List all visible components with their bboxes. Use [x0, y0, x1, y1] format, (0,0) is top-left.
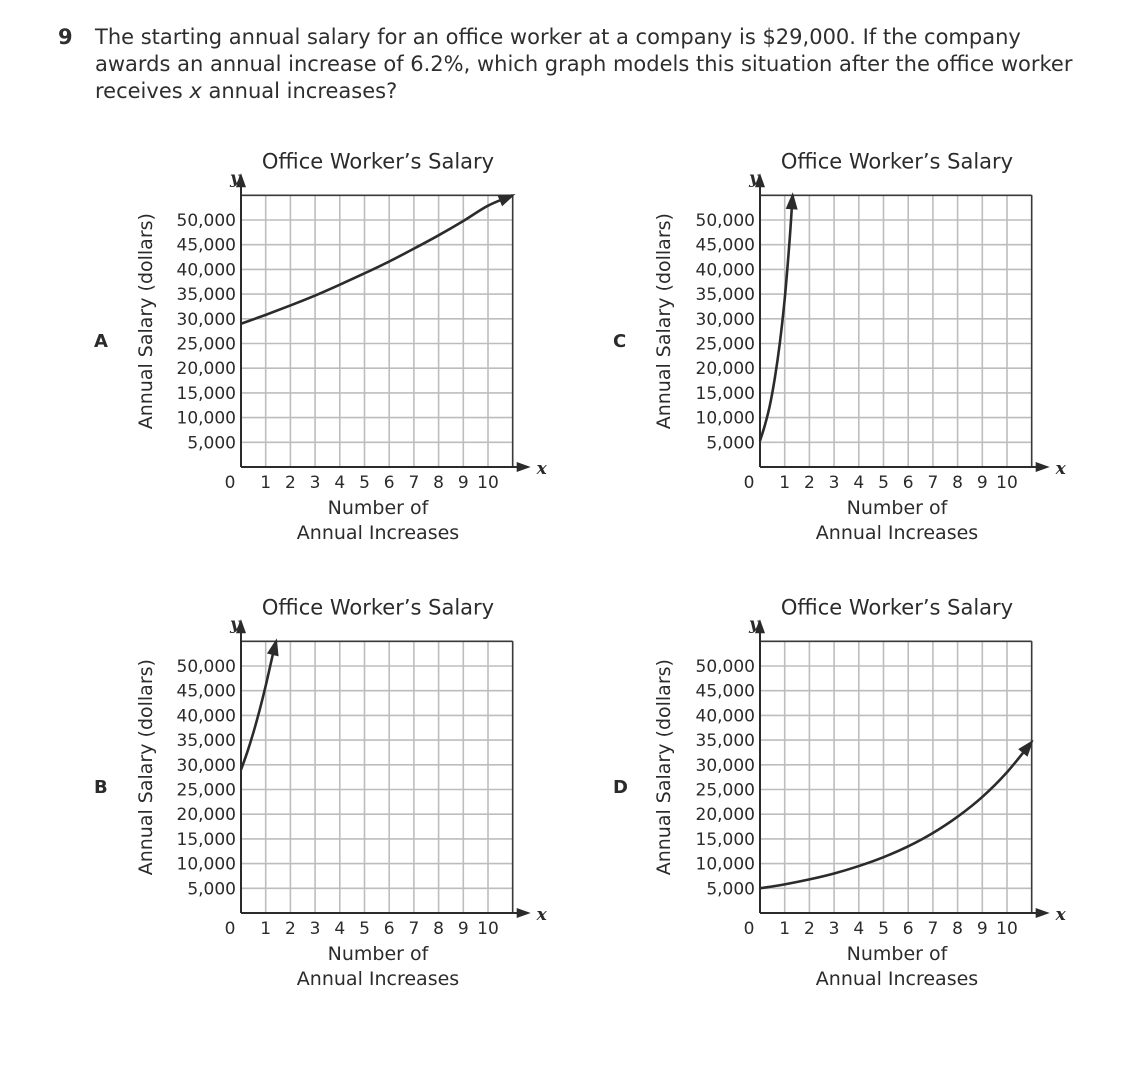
y-tick-label: 45,000	[695, 235, 755, 256]
chart-title: Office Worker’s Salary	[261, 149, 495, 174]
y-tick-label: 30,000	[695, 309, 755, 330]
x-tick-label: 8	[952, 919, 964, 939]
y-axis-variable: y	[749, 168, 759, 189]
y-tick-label: 20,000	[176, 805, 236, 826]
y-tick-label: 15,000	[695, 383, 755, 404]
x-axis-arrow	[1036, 462, 1050, 472]
x-tick-label: 9	[976, 473, 988, 493]
y-tick-label: 50,000	[695, 657, 755, 677]
y-tick-label: 10,000	[176, 408, 236, 429]
x-tick-label: 5	[878, 473, 889, 493]
option-letter: A	[94, 331, 108, 352]
x-tick-label: 7	[408, 919, 420, 939]
y-axis-variable: y	[230, 168, 240, 189]
x-tick-label: 3	[309, 919, 321, 939]
y-tick-label: 40,000	[176, 260, 236, 281]
x-tick-label: 4	[853, 473, 865, 493]
y-tick-label: 50,000	[176, 211, 236, 231]
origin-label: 0	[743, 919, 755, 939]
x-tick-label: 10	[996, 919, 1018, 939]
y-tick-label: 5,000	[706, 879, 755, 900]
x-tick-label: 3	[828, 919, 840, 939]
x-tick-label: 3	[309, 473, 321, 493]
chart-option-c	[613, 149, 1067, 544]
y-tick-label: 20,000	[695, 359, 755, 380]
y-axis-label: Annual Salary (dollars)	[653, 213, 675, 430]
x-tick-label: 3	[828, 473, 840, 493]
y-tick-label: 5,000	[187, 879, 236, 900]
series-line	[241, 195, 513, 323]
y-tick-label: 40,000	[695, 260, 755, 281]
y-tick-label: 35,000	[176, 731, 236, 752]
x-axis-variable: x	[1055, 905, 1066, 925]
x-axis-label-line2: Annual Increases	[296, 522, 460, 544]
y-tick-label: 25,000	[695, 334, 755, 355]
x-tick-label: 5	[878, 919, 889, 939]
y-tick-label: 40,000	[695, 706, 755, 727]
chart-option-b	[94, 595, 548, 990]
x-axis-label-line1: Number of	[327, 497, 429, 519]
question-text-part2: annual increases?	[201, 79, 398, 103]
x-axis-label-line2: Annual Increases	[815, 968, 979, 990]
x-tick-label: 1	[779, 473, 791, 493]
x-axis-label-line2: Annual Increases	[296, 968, 460, 990]
y-tick-label: 40,000	[176, 706, 236, 727]
x-tick-label: 6	[902, 473, 914, 493]
option-letter: C	[613, 331, 627, 352]
chart-option-d	[613, 595, 1067, 990]
y-tick-label: 35,000	[695, 731, 755, 752]
y-tick-label: 15,000	[176, 383, 236, 404]
question-variable: x	[189, 79, 202, 103]
x-tick-label: 8	[952, 473, 964, 493]
x-tick-label: 1	[260, 919, 272, 939]
option-letter: D	[613, 777, 628, 798]
x-axis-label-line1: Number of	[846, 943, 948, 965]
y-tick-label: 10,000	[695, 408, 755, 429]
x-axis-variable: x	[536, 459, 547, 479]
y-tick-label: 25,000	[176, 334, 236, 355]
y-tick-label: 10,000	[695, 854, 755, 875]
x-tick-label: 10	[477, 473, 499, 493]
x-axis-label-line1: Number of	[846, 497, 948, 519]
y-tick-label: 5,000	[187, 433, 236, 454]
y-tick-label: 35,000	[695, 285, 755, 306]
x-axis-variable: x	[536, 905, 547, 925]
x-tick-label: 7	[408, 473, 420, 493]
x-tick-label: 5	[359, 473, 370, 493]
origin-label: 0	[224, 919, 236, 939]
x-tick-label: 6	[383, 919, 395, 939]
origin-label: 0	[224, 473, 236, 493]
x-tick-label: 6	[383, 473, 395, 493]
x-tick-label: 5	[359, 919, 370, 939]
x-tick-label: 2	[803, 919, 815, 939]
y-tick-label: 30,000	[176, 755, 236, 776]
x-tick-label: 7	[927, 473, 939, 493]
y-tick-label: 20,000	[695, 805, 755, 826]
x-tick-label: 6	[902, 919, 914, 939]
option-letter: B	[94, 777, 108, 798]
y-tick-label: 20,000	[176, 359, 236, 380]
y-tick-label: 50,000	[695, 211, 755, 231]
y-tick-label: 30,000	[176, 309, 236, 330]
y-tick-label: 45,000	[695, 681, 755, 702]
series-line	[241, 641, 276, 769]
x-tick-label: 2	[284, 919, 296, 939]
x-tick-label: 2	[803, 473, 815, 493]
x-tick-label: 8	[433, 473, 445, 493]
x-tick-label: 1	[779, 919, 791, 939]
x-axis-variable: x	[1055, 459, 1066, 479]
x-tick-label: 4	[334, 919, 346, 939]
y-tick-label: 25,000	[176, 780, 236, 801]
y-axis-variable: y	[230, 614, 240, 635]
x-axis-label-line2: Annual Increases	[815, 522, 979, 544]
y-tick-label: 25,000	[695, 780, 755, 801]
x-tick-label: 9	[457, 473, 469, 493]
x-tick-label: 1	[260, 473, 272, 493]
chart-title: Office Worker’s Salary	[261, 595, 495, 620]
y-axis-label: Annual Salary (dollars)	[135, 659, 157, 876]
y-tick-label: 10,000	[176, 854, 236, 875]
y-tick-label: 45,000	[176, 235, 236, 256]
x-tick-label: 9	[457, 919, 469, 939]
x-tick-label: 10	[477, 919, 499, 939]
x-tick-label: 8	[433, 919, 445, 939]
chart-title: Office Worker’s Salary	[780, 595, 1014, 620]
y-tick-label: 35,000	[176, 285, 236, 306]
chart-title: Office Worker’s Salary	[780, 149, 1014, 174]
y-axis-label: Annual Salary (dollars)	[135, 213, 157, 430]
y-axis-variable: y	[749, 614, 759, 635]
y-tick-label: 50,000	[176, 657, 236, 677]
x-tick-label: 9	[976, 919, 988, 939]
x-axis-arrow	[517, 462, 531, 472]
question-number: 9	[58, 25, 73, 49]
x-axis-label-line1: Number of	[327, 943, 429, 965]
x-tick-label: 2	[284, 473, 296, 493]
y-axis-label: Annual Salary (dollars)	[653, 659, 675, 876]
y-tick-label: 15,000	[695, 829, 755, 850]
y-tick-label: 15,000	[176, 829, 236, 850]
x-axis-arrow	[517, 908, 531, 918]
x-tick-label: 10	[996, 473, 1018, 493]
x-tick-label: 4	[853, 919, 865, 939]
y-tick-label: 45,000	[176, 681, 236, 702]
x-tick-label: 7	[927, 919, 939, 939]
origin-label: 0	[743, 473, 755, 493]
x-tick-label: 4	[334, 473, 346, 493]
y-tick-label: 30,000	[695, 755, 755, 776]
question-text-part1: The starting annual salary for an office worker at a company is $29,000. If the company awards an annual increase of 6.2%, which graph models this situation after the office worker receives	[95, 25, 1073, 103]
y-tick-label: 5,000	[706, 433, 755, 454]
chart-option-a	[94, 149, 548, 544]
x-axis-arrow	[1036, 908, 1050, 918]
